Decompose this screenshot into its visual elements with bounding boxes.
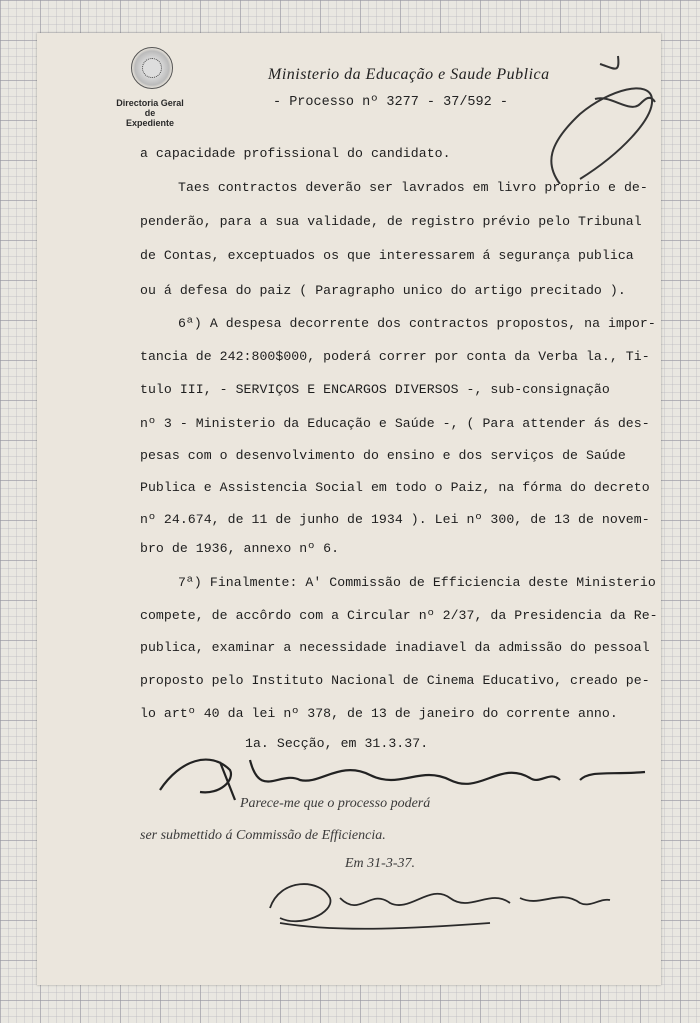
ministry-title: Ministerio da Educação e Saude Publica (268, 66, 550, 83)
body-line: pesas com o desenvolvimento do ensino e dos serviços de Saúde (140, 448, 626, 463)
handwritten-date: Em 31-3-37. (345, 856, 415, 871)
body-line: ou á defesa do paiz ( Paragrapho unico do artigo precitado ). (140, 283, 626, 298)
body-line: compete, de accôrdo com a Circular nº 2/37, da Presidencia da Re- (140, 608, 658, 623)
department-line-3: Expediente (125, 118, 174, 128)
body-line: 7ª) Finalmente: A' Commissão de Efficiencia deste Ministerio (178, 575, 656, 590)
body-line: lo artº 40 da lei nº 378, de 13 de janeiro do corrente anno. (140, 706, 618, 721)
body-line: Taes contractos deverão ser lavrados em livro proprio e de- (178, 180, 648, 195)
body-line: publica, examinar a necessidade inadiavel da admissão do pessoal (140, 640, 650, 655)
department-label (100, 98, 200, 128)
department-line-2: de (144, 108, 156, 118)
body-line: 6ª) A despesa decorrente dos contractos propostos, na impor- (178, 316, 656, 331)
processo-number: - Processo nº 3277 - 37/592 - (273, 95, 508, 110)
handwritten-note-line-2: ser submettido á Commissão de Efficiencia. (140, 828, 386, 843)
body-line: tancia de 242:800$000, poderá correr por conta da Verba la., Ti- (140, 349, 650, 364)
body-line: nº 24.674, de 11 de junho de 1934 ). Lei nº 300, de 13 de novem- (140, 512, 650, 527)
body-line: nº 3 - Ministerio da Educação e Saúde -, ( Para attender ás des- (140, 416, 650, 431)
ministry-seal-icon (131, 47, 173, 89)
body-line: de Contas, exceptuados os que interessarem á segurança publica (140, 248, 634, 263)
handwritten-note-line-1: Parece-me que o processo poderá (240, 796, 431, 811)
body-line: penderão, para a sua validade, de registro prévio pelo Tribunal (140, 214, 642, 229)
signature-2-icon (260, 868, 620, 938)
corner-signature-icon (540, 44, 660, 184)
department-line-1: Directoria Geral (116, 98, 184, 108)
body-line: Publica e Assistencia Social em todo o Paiz, na fórma do decreto (140, 480, 650, 495)
body-line: proposto pelo Instituto Nacional de Cinema Educativo, creado pe- (140, 673, 650, 688)
body-line: bro de 1936, annexo nº 6. (140, 541, 340, 556)
dateline: 1a. Secção, em 31.3.37. (245, 736, 429, 751)
body-line: a capacidade profissional do candidato. (140, 146, 451, 161)
body-line: tulo III, - SERVIÇOS E ENCARGOS DIVERSOS -, sub-consignação (140, 382, 610, 397)
